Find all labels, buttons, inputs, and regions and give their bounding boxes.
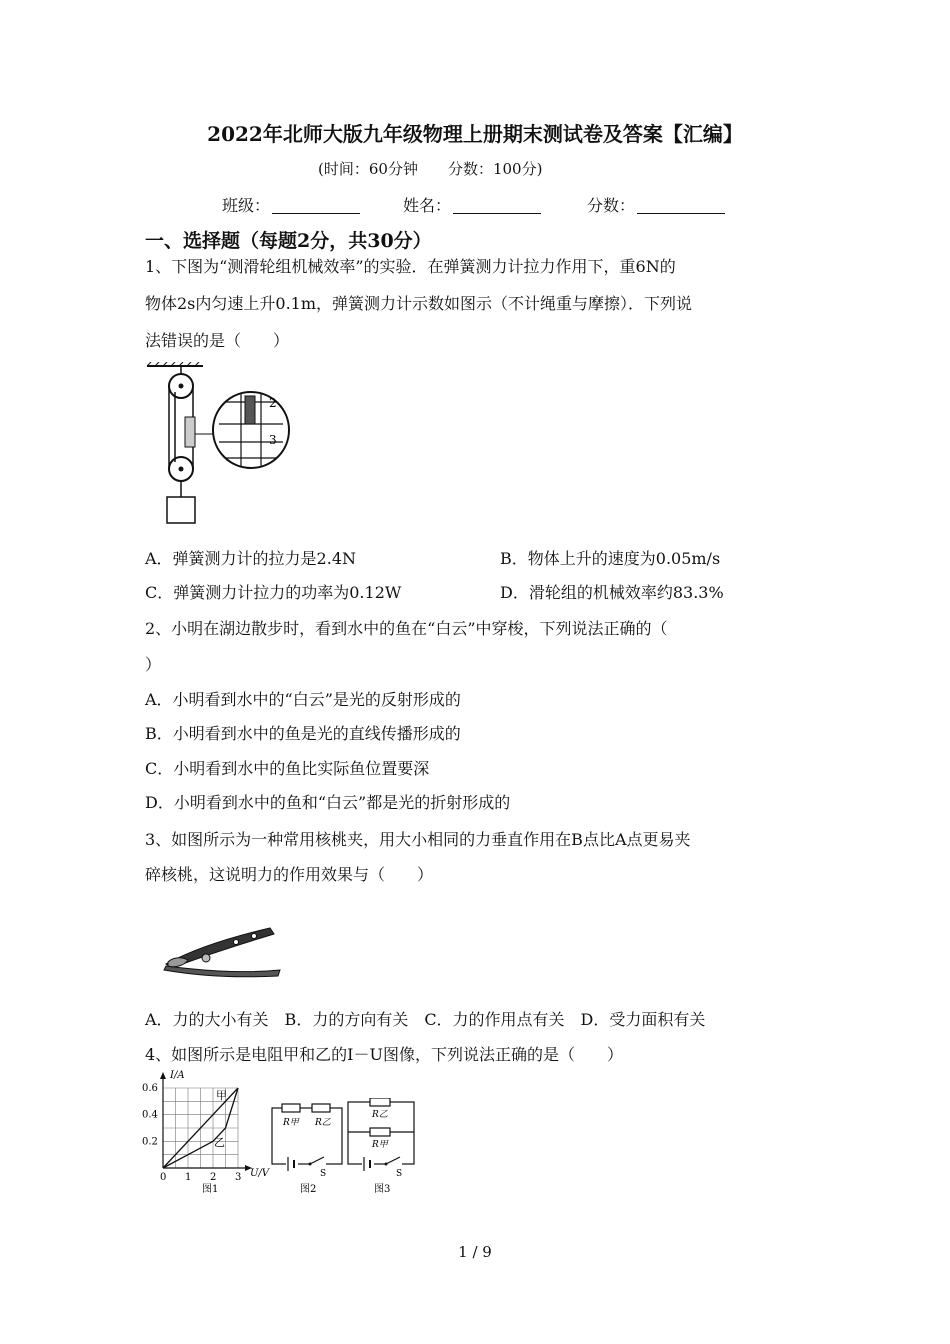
q1-option-d[interactable]: D．滑轮组的机械效率约83.3% <box>500 583 724 602</box>
nutcracker-figure <box>158 922 286 980</box>
q1-option-c[interactable]: C．弹簧测力计拉力的功率为0.12W <box>145 583 402 602</box>
circuit2-caption: 图2 <box>300 1184 317 1195</box>
class-label: 班级： <box>222 196 271 215</box>
resistor-jia-label: R甲 <box>283 1118 299 1128</box>
q1-line-2: 物体2s内匀速上升0.1m，弹簧测力计示数如图示（不计绳重与摩擦）．下列说 <box>145 294 693 313</box>
name-field <box>403 193 541 216</box>
q1-line-1: 1、下图为“测滑轮组机械效率”的实验．在弹簧测力计拉力作用下，重6N的 <box>145 257 676 276</box>
name-label: 姓名： <box>403 196 452 215</box>
curve-label-jia: 甲 <box>216 1089 227 1102</box>
q4-line-1: 4、如图所示是电阻甲和乙的I－U图像，下列说法正确的是（ ） <box>145 1045 623 1064</box>
y-tick-label: 0.4 <box>142 1109 158 1121</box>
q3-options[interactable]: A．力的大小有关 B．力的方向有关 C．力的作用点有关 D．受力面积有关 <box>145 1010 706 1029</box>
graph-caption: 图1 <box>202 1184 219 1195</box>
q2-line-1: 2、小明在湖边散步时，看到水中的鱼在“白云”中穿梭，下列说法正确的（ <box>145 619 668 638</box>
score-label: 分数： <box>587 196 636 215</box>
x-tick-label: 3 <box>235 1172 242 1183</box>
resistor-yi <box>312 1104 330 1112</box>
resistor-yi <box>370 1098 390 1106</box>
q1-line-3: 法错误的是（ ） <box>145 331 290 350</box>
x-axis-label: U/V <box>250 1168 270 1179</box>
pulley-figure <box>145 362 290 527</box>
class-blank[interactable] <box>272 197 360 214</box>
q3-line-1: 3、如图所示为一种常用核桃夹，用大小相同的力垂直作用在B点比A点更易夹 <box>145 830 691 849</box>
scale-mark-3: 3 <box>269 433 277 447</box>
doc-subtitle: (时间：60分钟 分数：100分) <box>318 160 543 178</box>
circuit-parallel <box>344 1098 424 1196</box>
score-blank[interactable] <box>637 197 725 214</box>
doc-title: 2022年北师大版九年级物理上册期末测试卷及答案【汇编】 <box>207 122 743 146</box>
y-tick-label: 0.2 <box>142 1136 158 1148</box>
resistor-jia <box>370 1128 390 1136</box>
page-number: 1 / 9 <box>458 1243 492 1261</box>
scale-mark-2: 2 <box>269 396 277 410</box>
y-axis-label: I/A <box>170 1070 185 1081</box>
class-field <box>222 193 360 216</box>
section-heading: 一、选择题（每题2分，共30分） <box>145 230 432 252</box>
q2-line-2: ） <box>145 655 162 674</box>
q3-line-2: 碎核桃，这说明力的作用效果与（ ） <box>145 865 434 884</box>
curve-label-yi: 乙 <box>214 1136 225 1149</box>
x-tick-label: 0 <box>160 1172 167 1183</box>
q1-option-b[interactable]: B．物体上升的速度为0.05m/s <box>500 549 721 568</box>
circuit3-caption: 图3 <box>374 1184 391 1195</box>
q2-option-a[interactable]: A．小明看到水中的“白云”是光的反射形成的 <box>145 690 461 709</box>
name-blank[interactable] <box>453 197 541 214</box>
q2-option-c[interactable]: C．小明看到水中的鱼比实际鱼位置要深 <box>145 759 430 778</box>
iu-graph <box>138 1066 270 1196</box>
y-tick-label: 0.6 <box>142 1083 158 1094</box>
resistor-jia-label: R甲 <box>372 1140 388 1150</box>
resistor-yi-label: R乙 <box>315 1118 331 1128</box>
q2-option-d[interactable]: D．小明看到水中的鱼和“白云”都是光的折射形成的 <box>145 793 511 812</box>
x-tick-label: 1 <box>185 1172 192 1183</box>
resistor-jia <box>282 1104 300 1112</box>
resistor-yi-label: R乙 <box>372 1110 388 1120</box>
score-field <box>587 193 725 216</box>
q2-option-b[interactable]: B．小明看到水中的鱼是光的直线传播形成的 <box>145 724 461 743</box>
circuit-series <box>268 1098 348 1196</box>
switch-label: S <box>396 1169 403 1179</box>
switch-label: S <box>320 1169 327 1179</box>
x-tick-label: 2 <box>210 1172 217 1183</box>
q1-option-a[interactable]: A．弹簧测力计的拉力是2.4N <box>145 549 357 568</box>
